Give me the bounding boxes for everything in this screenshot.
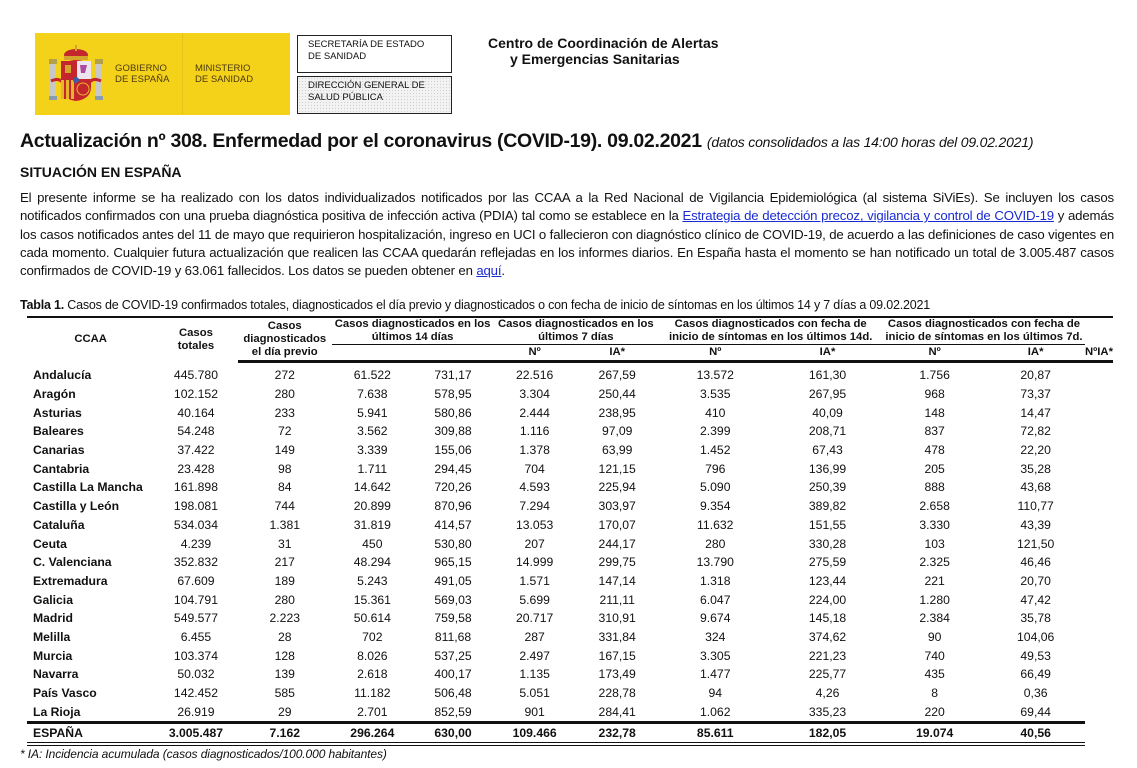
cell-ia7: 238,95 <box>598 405 636 420</box>
cell-ia14: 720,26 <box>434 480 472 495</box>
cell-n7: 704 <box>524 461 545 476</box>
direccion-line2: SALUD PÚBLICA <box>308 92 383 103</box>
table-row <box>27 553 1113 572</box>
cell-s7n: 968 <box>924 387 945 402</box>
total-s14ia: 182,05 <box>772 723 883 745</box>
cell-n7: 22.516 <box>515 368 554 383</box>
cell-ia7: 331,84 <box>598 629 636 644</box>
cell-s7n: 1.756 <box>919 368 950 383</box>
col-header-s7n: Nº <box>1085 345 1097 362</box>
gobierno-line1: GOBIERNO <box>115 63 168 74</box>
cell-s7n: 2.325 <box>919 555 950 570</box>
total-n7: 109.466 <box>493 723 576 745</box>
cell-ia7: 228,78 <box>598 686 636 701</box>
cell-s14ia: 161,30 <box>808 368 847 383</box>
aqui-link[interactable]: aquí <box>476 263 502 279</box>
cell-ia7: 267,59 <box>598 368 636 383</box>
table-row <box>27 441 1113 460</box>
cell-s14ia: 224,00 <box>808 592 847 607</box>
group-header-14dias: Casos diagnosticados en los últimos 14 días <box>332 317 493 345</box>
table-row <box>27 422 1113 441</box>
cell-prev: 31 <box>277 536 292 551</box>
secretaria-line1: SECRETARÍA DE ESTADO <box>308 39 425 50</box>
cell-s7ia: 14,47 <box>1020 405 1051 420</box>
cell-n7: 14.999 <box>515 555 554 570</box>
cell-prev: 2.223 <box>269 611 300 626</box>
cell-ia7: 284,41 <box>598 704 636 719</box>
cell-ia7: 121,15 <box>598 461 636 476</box>
cell-s14n: 11.632 <box>697 517 734 532</box>
cell-s14n: 410 <box>705 405 726 420</box>
cell-ia14: 811,68 <box>434 629 472 644</box>
ccaes-line2: y Emergencias Sanitarias <box>510 51 680 67</box>
cell-n14: 2.618 <box>357 667 388 682</box>
cell-n7: 207 <box>524 536 545 551</box>
gobierno-label <box>115 63 170 85</box>
cell-ia14: 491,05 <box>434 573 472 588</box>
cell-prev: 139 <box>274 667 295 682</box>
cell-n14: 7.638 <box>357 387 388 402</box>
cell-ccaa: Murcia <box>33 648 73 663</box>
cell-s7n: 148 <box>924 405 945 420</box>
cell-prev: 189 <box>274 573 295 588</box>
cell-s7ia: 46,46 <box>1020 555 1051 570</box>
intro-text-3: . <box>501 263 505 279</box>
cell-s7n: 221 <box>924 573 945 588</box>
cell-s7n: 1.280 <box>919 592 950 607</box>
estrategia-link[interactable]: Estrategia de detección precoz, vigilancia y control de COVID-19 <box>682 208 1054 224</box>
cell-s7ia: 72,82 <box>1020 424 1051 439</box>
cell-prev: 98 <box>277 461 292 476</box>
cell-s14ia: 330,28 <box>808 536 847 551</box>
cell-total: 67.609 <box>177 573 215 588</box>
cell-ia7: 299,75 <box>598 555 636 570</box>
table-row <box>27 534 1113 553</box>
secretaria-line2: DE SANIDAD <box>308 51 367 62</box>
cell-n7: 2.497 <box>519 648 550 663</box>
cell-n7: 4.593 <box>519 480 550 495</box>
cell-n7: 20.717 <box>515 611 554 626</box>
cell-s7n: 2.658 <box>919 499 950 514</box>
cell-prev: 272 <box>274 368 295 383</box>
table-row <box>27 665 1113 684</box>
cell-s14n: 13.572 <box>696 368 734 383</box>
col-header-totales-bottom <box>413 345 493 362</box>
cell-s7ia: 104,06 <box>1017 629 1055 644</box>
cell-s7n: 435 <box>924 667 945 682</box>
cell-n14: 5.243 <box>357 573 388 588</box>
cell-s7ia: 35,28 <box>1020 461 1051 476</box>
cell-ia7: 250,44 <box>598 387 636 402</box>
cell-ccaa: País Vasco <box>33 686 97 701</box>
cell-n7: 1.116 <box>519 424 550 439</box>
cell-ia14: 537,25 <box>434 648 472 663</box>
cell-s7n: 3.330 <box>919 517 950 532</box>
cell-ccaa: La Rioja <box>33 704 81 719</box>
cell-s14ia: 275,59 <box>808 555 847 570</box>
cell-total: 534.034 <box>173 517 218 532</box>
cell-s14n: 1.452 <box>699 443 731 458</box>
cell-s7n: 205 <box>924 461 945 476</box>
banner-divider <box>182 33 183 115</box>
cell-n7: 5.699 <box>519 592 550 607</box>
total-ia7: 232,78 <box>576 723 658 745</box>
table-row <box>27 478 1113 497</box>
cell-total: 54.248 <box>177 424 215 439</box>
cell-s14ia: 374,62 <box>808 629 847 644</box>
col-header-ccaa-bottom <box>332 345 413 362</box>
cell-s7n: 8 <box>931 686 939 701</box>
cell-s14ia: 221,23 <box>808 648 847 663</box>
cell-prev: 128 <box>274 648 295 663</box>
table-footnote: * IA: Incidencia acumulada (casos diagnosticados/100.000 habitantes) <box>20 747 387 761</box>
table-row <box>27 628 1113 647</box>
table-row <box>27 403 1113 422</box>
cell-s14ia: 250,39 <box>808 480 847 495</box>
total-s7n: 19.074 <box>883 723 986 745</box>
col-header-ia7: IA* <box>772 345 883 362</box>
total-n14: 296.264 <box>332 723 413 745</box>
col-header-s14ia: IA* <box>986 345 1085 362</box>
cell-prev: 29 <box>277 704 292 719</box>
section-heading: SITUACIÓN EN ESPAÑA <box>20 164 182 180</box>
cell-ia7: 303,97 <box>598 499 636 514</box>
cell-n14: 15.361 <box>353 592 391 607</box>
caption-text: Casos de COVID-19 confirmados totales, diagnosticados el día previo y diagnosticados o con fecha de inicio de síntomas en los últimos 14 y 7 días a 09.02.2021 <box>64 298 930 312</box>
table-row <box>27 385 1113 404</box>
table-row <box>27 497 1113 516</box>
cell-s7ia: 43,39 <box>1020 517 1051 532</box>
cell-ccaa: Extremadura <box>33 573 108 588</box>
cell-s14n: 1.318 <box>699 573 731 588</box>
table-row <box>27 590 1113 609</box>
table-row <box>27 646 1113 665</box>
cell-ccaa: Madrid <box>33 611 73 626</box>
col-header-ccaa: CCAA <box>74 333 107 346</box>
cell-prev: 280 <box>274 387 295 402</box>
table-row <box>27 572 1113 591</box>
cell-s7ia: 49,53 <box>1020 648 1051 663</box>
cell-s14n: 13.790 <box>696 555 734 570</box>
col-header-n7: Nº <box>658 345 772 362</box>
cell-ia14: 155,06 <box>434 443 472 458</box>
cell-ccaa: Castilla La Mancha <box>33 480 143 495</box>
cell-n14: 14.642 <box>353 480 391 495</box>
group-header-7dias: Casos diagnosticados en los últimos 7 días <box>493 317 658 345</box>
cell-s14n: 94 <box>708 686 723 701</box>
cell-prev: 1.381 <box>269 517 300 532</box>
cell-prev: 233 <box>274 405 295 420</box>
cell-n14: 3.562 <box>357 424 388 439</box>
cell-n14: 8.026 <box>357 648 388 663</box>
cell-ia14: 309,88 <box>434 424 472 439</box>
cell-ccaa: Aragón <box>33 387 76 402</box>
intro-text-2: y además los casos notificados antes del 11 de mayo que requirieron hospitalización, ingreso en UCI o fallecieron con diagnóstico clínico de COVID-19, de acuerdo a las definiciones de caso vigentes en cada momento. Cualquier futura actualización que realicen las CCAA quedarán reflejadas en los informes diarios. En España hasta el momento se han notificado un total de 3.005.487 casos confirmados de COVID-19 y 63.061 fallecidos. Los datos se pueden obtener en <box>20 208 1114 279</box>
cell-s14n: 1.062 <box>699 704 731 719</box>
cell-s7n: 740 <box>924 648 945 663</box>
cell-prev: 280 <box>274 592 295 607</box>
cell-s14n: 796 <box>705 461 726 476</box>
col-header-s7ia: IA* <box>1097 345 1113 362</box>
cell-total: 4.239 <box>180 536 212 551</box>
cell-prev: 744 <box>274 499 295 514</box>
ccaes-line1: Centro de Coordinación de Alertas <box>488 35 719 51</box>
cell-n14: 450 <box>362 536 383 551</box>
cell-n7: 287 <box>524 629 545 644</box>
total-s14n: 85.611 <box>658 723 772 745</box>
cell-total: 198.081 <box>173 499 218 514</box>
cell-n7: 901 <box>524 704 545 719</box>
ministerio-label <box>195 63 253 85</box>
cell-ia14: 400,17 <box>434 667 472 682</box>
cell-ccaa: Galicia <box>33 592 73 607</box>
cell-ccaa: Melilla <box>33 629 71 644</box>
cell-n14: 61.522 <box>353 368 391 383</box>
cell-s14ia: 4,26 <box>815 686 840 701</box>
cell-ia7: 244,17 <box>598 536 636 551</box>
table-row <box>27 609 1113 628</box>
caption-label: Tabla 1. <box>20 298 65 312</box>
ministerio-line1: MINISTERIO <box>195 63 251 74</box>
cell-s7n: 2.384 <box>919 611 950 626</box>
title-subtitle: (datos consolidados a las 14:00 horas del 09.02.2021) <box>706 134 1034 150</box>
cell-s14ia: 225,77 <box>808 667 847 682</box>
cell-ia7: 211,11 <box>599 592 635 607</box>
cell-ia14: 580,86 <box>434 405 472 420</box>
cell-ccaa: Castilla y León <box>33 499 120 514</box>
cell-total: 549.577 <box>173 611 218 626</box>
cell-ia14: 965,15 <box>434 555 472 570</box>
cell-ia14: 294,45 <box>434 461 472 476</box>
cell-s14ia: 123,44 <box>808 573 847 588</box>
cell-prev: 72 <box>277 424 292 439</box>
cell-s14n: 9.354 <box>699 499 731 514</box>
cell-s14n: 1.477 <box>699 667 731 682</box>
cell-s14ia: 145,18 <box>808 611 847 626</box>
gobierno-ministerio-logo <box>35 33 290 115</box>
cell-prev: 28 <box>277 629 292 644</box>
total-ia14: 630,00 <box>413 723 493 745</box>
cell-ia14: 569,03 <box>434 592 472 607</box>
table-total-row <box>27 723 1113 745</box>
group-header-sintomas-14d: Casos diagnosticados con fecha de inicio de síntomas en los últimos 14d. <box>658 317 883 345</box>
cell-n7: 1.378 <box>519 443 550 458</box>
cell-s14ia: 335,23 <box>808 704 847 719</box>
document-title <box>20 130 1033 153</box>
cell-s14ia: 136,99 <box>808 461 847 476</box>
cell-total: 23.428 <box>177 461 215 476</box>
cell-n14: 3.339 <box>357 443 388 458</box>
cell-s7n: 90 <box>927 629 942 644</box>
secretaria-box <box>297 35 452 73</box>
cell-n14: 702 <box>362 629 383 644</box>
cell-ccaa: Cataluña <box>33 517 85 532</box>
intro-text-1: El presente informe se ha realizado con los datos individualizados notificados por las CCAA a la Red Nacional de Vigilancia Epidemiológica (al sistema SiViEs). Se incluyen los casos notificados confirmados con una prueba diagnóstica positiva de infección activa (PDIA) tal como se establece en la <box>20 190 1114 224</box>
title-main: Actualización nº 308. Enfermedad por el coronavirus (COVID-19). 09.02.2021 <box>20 130 702 152</box>
coat-of-arms-icon <box>47 43 105 105</box>
cell-s7ia: 35,78 <box>1020 611 1051 626</box>
cell-s7n: 478 <box>924 443 945 458</box>
cell-total: 26.919 <box>177 704 215 719</box>
cell-s14ia: 267,95 <box>808 387 847 402</box>
cell-total: 103.374 <box>173 648 218 663</box>
cell-n14: 5.941 <box>357 405 388 420</box>
col-header-dia-previo: Casos diagnosticados el día previo <box>238 317 332 362</box>
cell-n7: 13.053 <box>515 517 554 532</box>
cell-s7ia: 47,42 <box>1020 592 1051 607</box>
total-s7ia: 40,56 <box>986 723 1085 745</box>
cell-ia7: 167,15 <box>598 648 636 663</box>
cell-prev: 217 <box>274 555 295 570</box>
cell-ia14: 759,58 <box>434 611 472 626</box>
cell-total: 352.832 <box>173 555 218 570</box>
cell-n14: 1.711 <box>357 461 388 476</box>
cell-total: 37.422 <box>177 443 215 458</box>
cell-n14: 11.182 <box>354 686 391 701</box>
cell-total: 445.780 <box>173 367 218 382</box>
cell-ia14: 870,96 <box>434 499 472 514</box>
cell-n7: 5.051 <box>519 686 550 701</box>
cell-s14ia: 208,71 <box>808 424 847 439</box>
cell-ia7: 173,49 <box>598 667 636 682</box>
cell-n7: 7.294 <box>519 499 550 514</box>
covid-cases-table <box>27 316 1113 746</box>
cell-total: 6.455 <box>180 629 212 644</box>
table-row <box>27 516 1113 535</box>
cell-ia14: 530,80 <box>434 536 472 551</box>
total-dia-previo: 7.162 <box>238 723 332 745</box>
total-casos-totales: 3.005.487 <box>154 723 237 745</box>
cell-total: 50.032 <box>177 667 215 682</box>
cell-prev: 84 <box>277 480 292 495</box>
direccion-box <box>297 76 452 114</box>
cell-total: 142.452 <box>173 686 218 701</box>
ministerio-line2: DE SANIDAD <box>195 74 254 85</box>
cell-ia7: 310,91 <box>598 611 636 626</box>
cell-s14n: 3.305 <box>699 648 731 663</box>
cell-s14n: 2.399 <box>699 424 731 439</box>
cell-ccaa: Canarias <box>33 443 85 458</box>
cell-total: 161.898 <box>173 480 218 495</box>
cell-s7n: 220 <box>924 704 945 719</box>
cell-n14: 48.294 <box>353 555 391 570</box>
cell-n7: 3.304 <box>519 387 550 402</box>
cell-ccaa: Navarra <box>33 667 79 682</box>
cell-s14n: 3.535 <box>699 387 731 402</box>
gobierno-line2: DE ESPAÑA <box>115 74 170 85</box>
col-header-n14: Nº <box>493 345 576 362</box>
cell-ia14: 852,59 <box>434 704 472 719</box>
cell-s7ia: 110,77 <box>1017 499 1054 514</box>
cell-s7ia: 20,70 <box>1020 573 1051 588</box>
cell-s7n: 103 <box>924 536 945 551</box>
cell-ia7: 97,09 <box>601 424 633 439</box>
cell-s14n: 5.090 <box>699 480 731 495</box>
table-row <box>27 702 1113 722</box>
cell-s7ia: 69,44 <box>1020 704 1051 719</box>
cell-s7ia: 20,87 <box>1020 368 1051 383</box>
cell-n14: 20.899 <box>353 499 391 514</box>
cell-s7ia: 43,68 <box>1020 480 1051 495</box>
direccion-line1: DIRECCIÓN GENERAL DE <box>308 80 425 91</box>
group-header-sintomas-7d: Casos diagnosticados con fecha de inicio de síntomas en los últimos 7d. <box>883 317 1085 345</box>
cell-n14: 2.701 <box>357 704 388 719</box>
cell-ccaa: Baleares <box>33 424 84 439</box>
table-caption <box>20 298 930 312</box>
cell-s14ia: 40,09 <box>812 405 843 420</box>
cell-n7: 1.135 <box>519 667 550 682</box>
cell-total: 102.152 <box>173 387 218 402</box>
cell-ia7: 147,14 <box>598 573 636 588</box>
col-header-casos-totales: Casos totales <box>177 326 215 352</box>
col-header-s14n: Nº <box>883 345 986 362</box>
col-header-ia14: IA* <box>576 345 658 362</box>
ccaes-title <box>488 35 719 67</box>
cell-s14n: 9.674 <box>699 611 731 626</box>
cell-n7: 1.571 <box>519 573 550 588</box>
cell-ia7: 170,07 <box>598 517 636 532</box>
cell-s14n: 6.047 <box>699 592 731 607</box>
total-ccaa: ESPAÑA <box>27 723 154 745</box>
cell-total: 40.164 <box>177 405 215 420</box>
cell-s7n: 888 <box>924 480 945 495</box>
cell-ia14: 414,57 <box>434 517 472 532</box>
cell-n14: 31.819 <box>353 517 391 532</box>
cell-s7ia: 73,37 <box>1020 387 1051 402</box>
table-row <box>27 362 1113 385</box>
cell-ia14: 578,95 <box>434 387 472 402</box>
cell-ia14: 731,17 <box>434 368 472 383</box>
cell-ia7: 225,94 <box>598 480 636 495</box>
cell-s14ia: 151,55 <box>808 517 847 532</box>
cell-s7ia: 66,49 <box>1020 667 1051 682</box>
cell-ccaa: Ceuta <box>33 536 67 551</box>
cell-prev: 585 <box>274 686 295 701</box>
cell-n7: 2.444 <box>519 405 550 420</box>
table-row <box>27 684 1113 703</box>
cell-s14ia: 67,43 <box>812 443 843 458</box>
cell-s7ia: 121,50 <box>1017 536 1055 551</box>
cell-ia14: 506,48 <box>434 686 472 701</box>
intro-paragraph <box>20 189 1114 280</box>
cell-s14ia: 389,82 <box>808 499 847 514</box>
cell-prev: 149 <box>274 443 295 458</box>
cell-s14n: 280 <box>705 536 726 551</box>
cell-s14n: 324 <box>705 629 726 644</box>
cell-ccaa: Andalucía <box>33 367 92 382</box>
cell-s7ia: 0,36 <box>1023 686 1048 701</box>
cell-s7ia: 22,20 <box>1020 443 1051 458</box>
table-row <box>27 459 1113 478</box>
cell-ccaa: C. Valenciana <box>33 555 112 570</box>
cell-ia7: 63,99 <box>601 443 633 458</box>
cell-ccaa: Cantabria <box>33 461 90 476</box>
cell-n14: 50.614 <box>353 611 391 626</box>
cell-total: 104.791 <box>173 592 218 607</box>
cell-ccaa: Asturias <box>33 405 82 420</box>
cell-s7n: 837 <box>924 424 945 439</box>
